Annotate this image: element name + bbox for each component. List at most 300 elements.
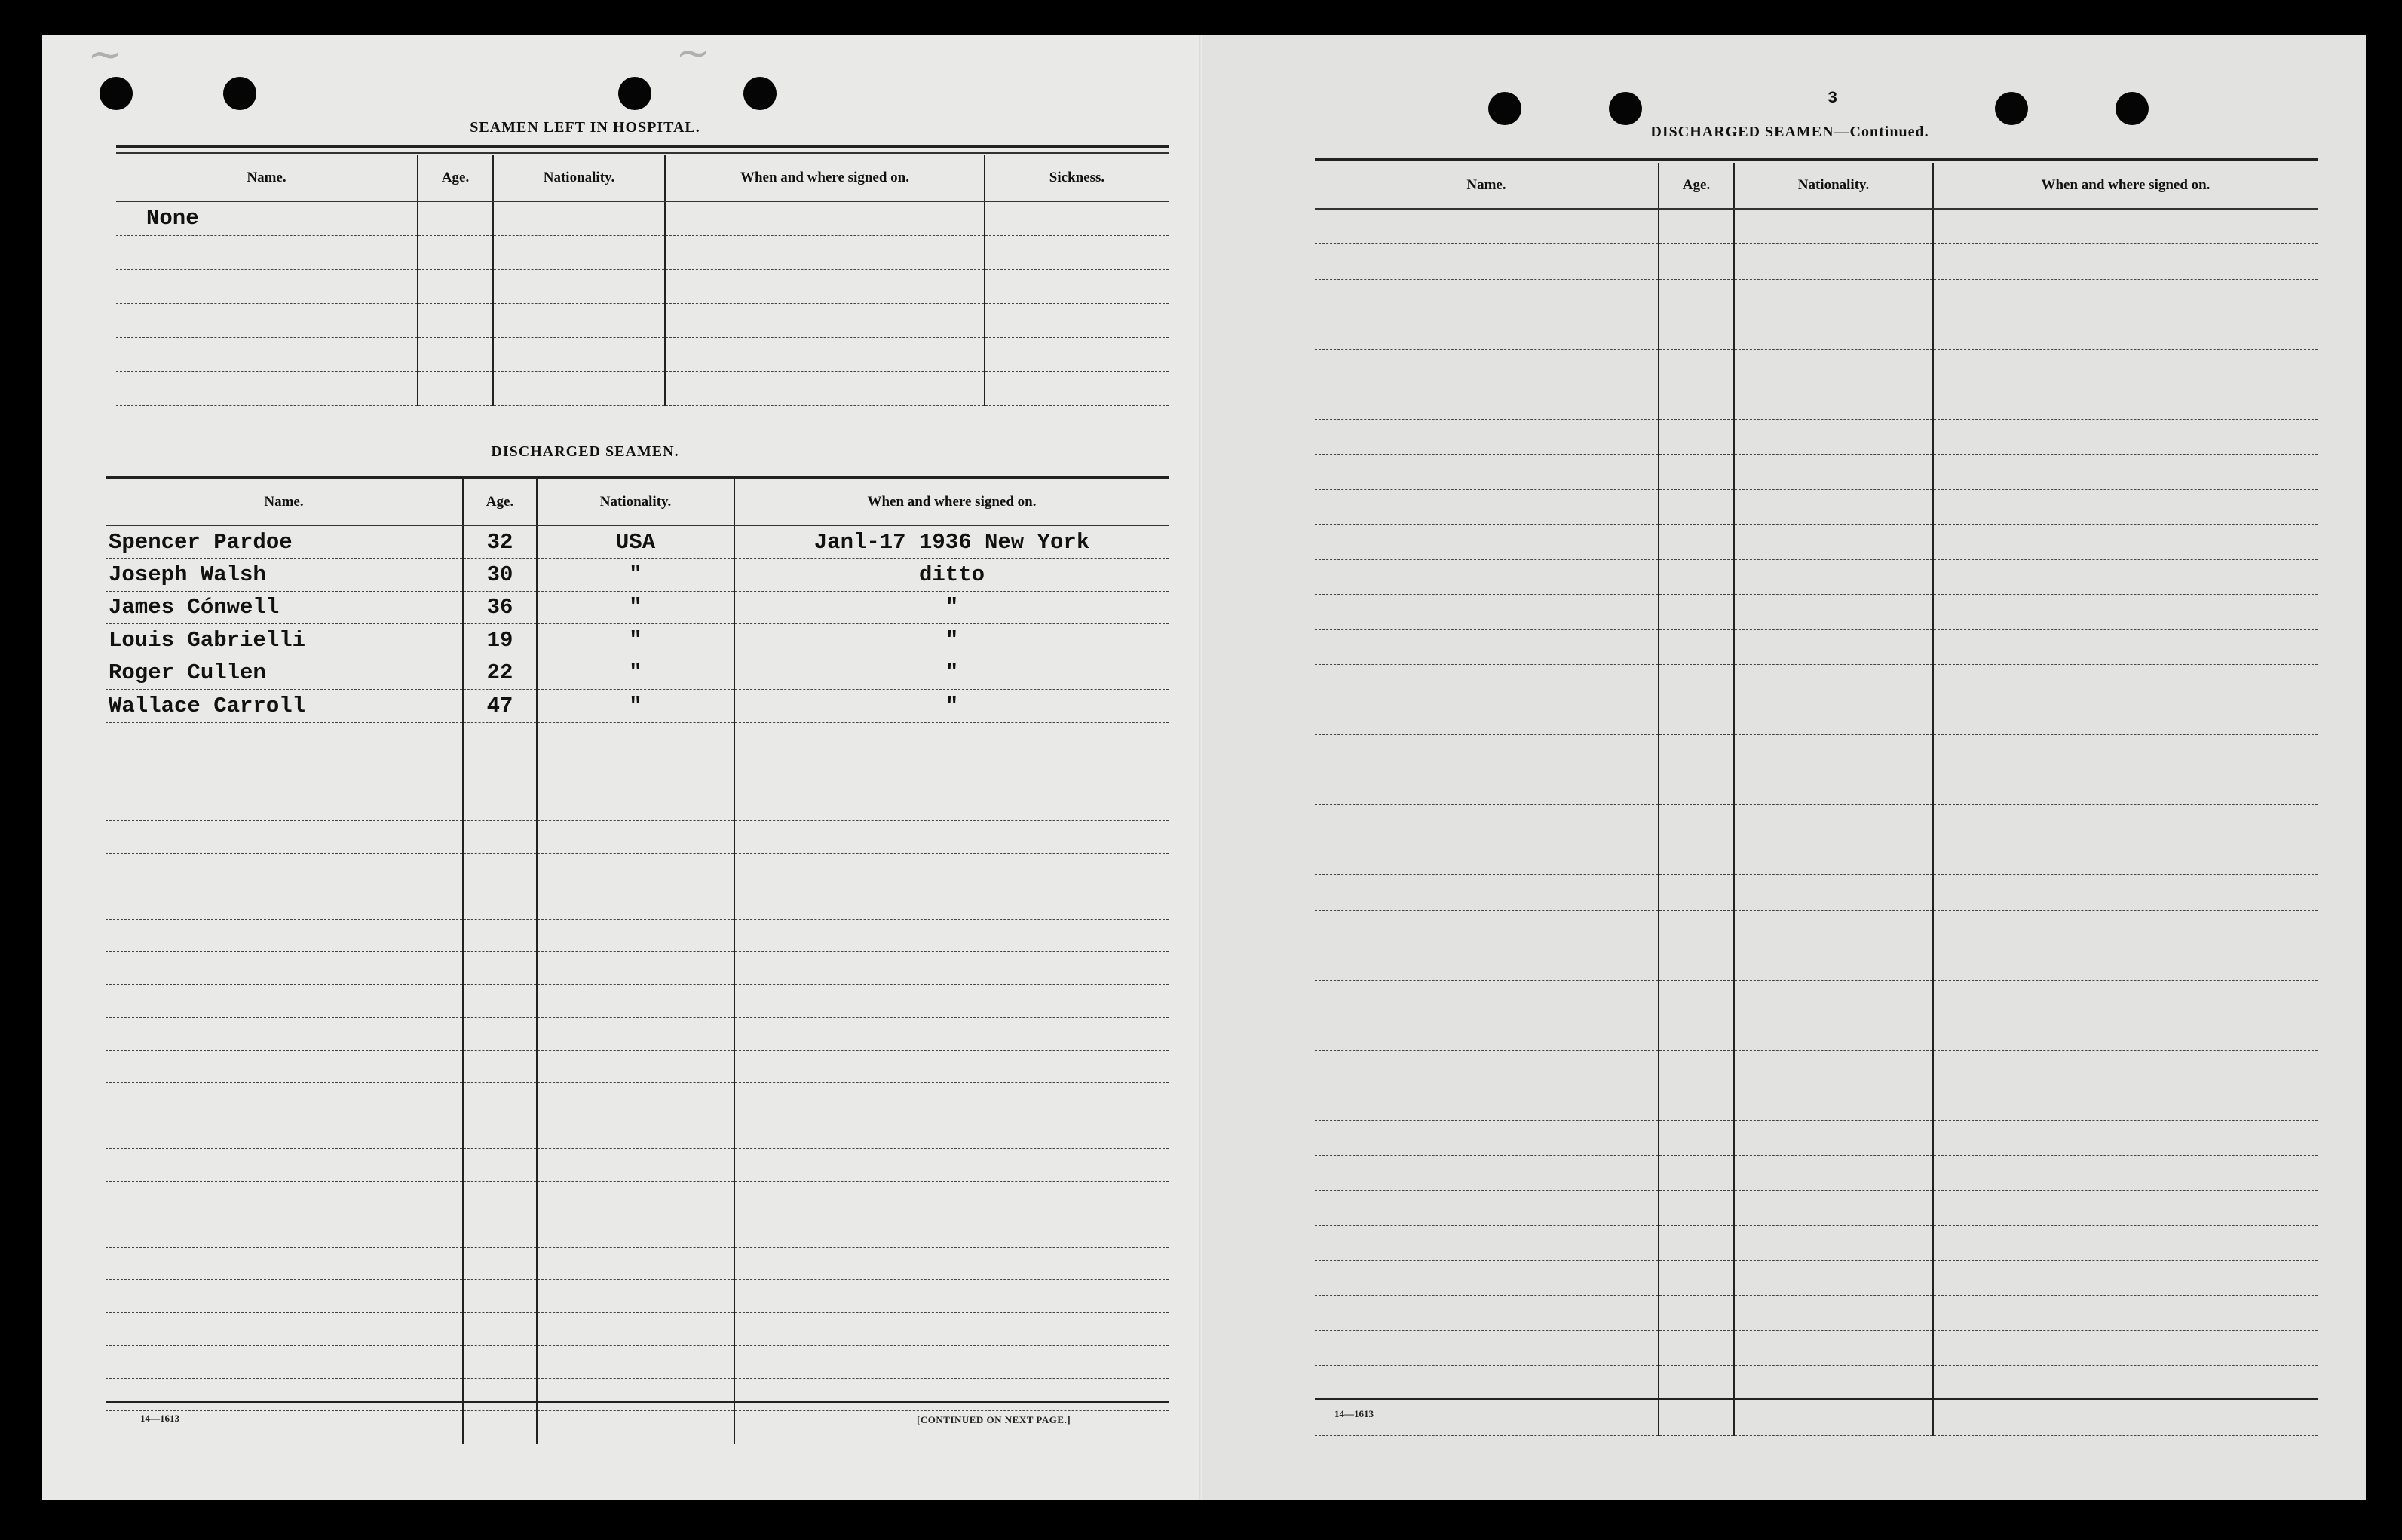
table-cell <box>1659 875 1734 911</box>
table-cell: Spencer Pardoe <box>106 525 463 559</box>
table-cell <box>116 303 418 337</box>
table-cell <box>734 1214 1169 1248</box>
table-cell <box>463 821 537 854</box>
column-header: Name. <box>106 479 463 525</box>
table-cell <box>1315 384 1659 420</box>
table-cell <box>1315 735 1659 770</box>
table-cell: " <box>537 591 734 624</box>
table-cell <box>1315 840 1659 875</box>
table-row <box>106 1280 1169 1313</box>
table-cell <box>734 952 1169 985</box>
table-cell <box>734 722 1169 755</box>
table-cell <box>1933 1050 2318 1085</box>
table-cell <box>1734 910 1933 945</box>
table-cell <box>734 886 1169 920</box>
table-cell <box>1659 559 1734 595</box>
table-cell <box>734 1149 1169 1182</box>
table-cell <box>1659 665 1734 700</box>
table-cell <box>1933 314 2318 350</box>
table-cell <box>1315 1050 1659 1085</box>
table-cell <box>1315 244 1659 280</box>
table-cell <box>418 269 493 303</box>
table-cell <box>1933 279 2318 314</box>
table-row <box>106 1083 1169 1116</box>
table-cell <box>463 755 537 788</box>
table-cell <box>418 201 493 235</box>
table-cell: Wallace Carroll <box>106 690 463 723</box>
table-row <box>106 1181 1169 1214</box>
table-cell <box>1315 455 1659 490</box>
table-cell <box>734 788 1169 821</box>
punch-hole <box>100 77 133 110</box>
table-row <box>1315 1015 2318 1051</box>
table-cell: 36 <box>463 591 537 624</box>
table-cell: " <box>734 657 1169 690</box>
table-cell <box>463 1247 537 1280</box>
page-number: 3 <box>1828 89 1838 108</box>
table-row <box>1315 489 2318 525</box>
table-cell <box>1933 455 2318 490</box>
punch-hole <box>1488 92 1521 125</box>
table-cell: " <box>734 591 1169 624</box>
column-header: Sickness. <box>985 155 1169 201</box>
continued-top-rule <box>1315 158 2318 161</box>
table-cell <box>537 1346 734 1379</box>
table-cell <box>665 371 985 405</box>
discharged-header-row <box>106 479 1169 525</box>
table-cell <box>1659 840 1734 875</box>
table-cell <box>1933 1156 2318 1191</box>
table-cell <box>665 235 985 269</box>
bottom-rule <box>106 1401 1169 1403</box>
table-cell: " <box>537 624 734 657</box>
table-cell <box>418 303 493 337</box>
table-cell <box>1734 419 1933 455</box>
table-cell <box>1933 700 2318 735</box>
table-cell <box>1734 665 1933 700</box>
table-row <box>1315 314 2318 350</box>
table-cell <box>1659 700 1734 735</box>
table-cell <box>1734 770 1933 805</box>
table-cell: None <box>116 201 418 235</box>
table-cell <box>1315 700 1659 735</box>
table-cell <box>106 984 463 1018</box>
table-cell <box>1315 525 1659 560</box>
table-row <box>106 1378 1169 1411</box>
table-cell <box>1315 1156 1659 1191</box>
table-cell <box>1659 770 1734 805</box>
table-cell <box>734 755 1169 788</box>
table-cell <box>463 722 537 755</box>
table-row <box>116 303 1169 337</box>
table-cell <box>1933 525 2318 560</box>
punch-hole <box>223 77 256 110</box>
table-row <box>116 235 1169 269</box>
table-cell <box>1933 1085 2318 1121</box>
table-cell <box>1659 1050 1734 1085</box>
table-cell <box>1659 419 1734 455</box>
discharged-continued-title: DISCHARGED SEAMEN—Continued. <box>1650 124 1929 140</box>
table-cell <box>106 1083 463 1116</box>
table-row <box>1315 1401 2318 1436</box>
table-cell <box>1933 629 2318 665</box>
table-row <box>106 788 1169 821</box>
table-cell <box>665 303 985 337</box>
table-row <box>1315 419 2318 455</box>
table-cell <box>537 853 734 886</box>
table-cell <box>1659 629 1734 665</box>
table-cell <box>1933 1260 2318 1296</box>
table-row <box>1315 1260 2318 1296</box>
table-cell <box>734 853 1169 886</box>
table-cell <box>1734 525 1933 560</box>
table-cell <box>1734 349 1933 384</box>
table-cell <box>1659 1296 1734 1331</box>
discharged-continued-table <box>1315 163 2318 1436</box>
table-cell <box>463 952 537 985</box>
table-cell <box>1933 1120 2318 1156</box>
table-row <box>106 559 1169 592</box>
table-cell <box>1659 209 1734 244</box>
table-cell: Roger Cullen <box>106 657 463 690</box>
table-cell <box>1659 1330 1734 1366</box>
table-cell <box>1734 384 1933 420</box>
table-cell <box>116 269 418 303</box>
table-cell <box>106 919 463 952</box>
table-cell <box>463 1181 537 1214</box>
table-row <box>1315 244 2318 280</box>
table-cell: " <box>734 624 1169 657</box>
table-cell <box>734 1378 1169 1411</box>
table-cell: 32 <box>463 525 537 559</box>
discharged-section-title: DISCHARGED SEAMEN. <box>491 443 679 460</box>
table-cell <box>537 1018 734 1051</box>
table-cell <box>106 722 463 755</box>
table-row <box>106 821 1169 854</box>
table-cell <box>1659 1156 1734 1191</box>
table-cell <box>1933 1296 2318 1331</box>
table-cell <box>1933 1015 2318 1051</box>
table-row <box>106 1214 1169 1248</box>
table-cell <box>1933 489 2318 525</box>
faint-handwriting: ~ <box>87 35 123 79</box>
column-header: Age. <box>418 155 493 201</box>
table-cell <box>734 1116 1169 1149</box>
table-row <box>106 1247 1169 1280</box>
table-cell <box>1734 805 1933 840</box>
table-row <box>1315 1120 2318 1156</box>
table-cell: " <box>537 657 734 690</box>
table-row <box>106 722 1169 755</box>
table-cell <box>1659 314 1734 350</box>
table-cell <box>1933 1190 2318 1226</box>
table-row <box>106 886 1169 920</box>
column-header: Age. <box>1659 163 1734 209</box>
column-header: Name. <box>1315 163 1659 209</box>
table-cell <box>537 1214 734 1248</box>
table-cell <box>1933 595 2318 630</box>
table-cell: James Cónwell <box>106 591 463 624</box>
table-cell <box>1315 279 1659 314</box>
table-cell <box>1734 559 1933 595</box>
table-row <box>1315 875 2318 911</box>
table-cell <box>1734 700 1933 735</box>
table-cell <box>1315 1085 1659 1121</box>
table-cell <box>1659 805 1734 840</box>
table-cell <box>1734 840 1933 875</box>
table-cell <box>665 337 985 371</box>
table-cell <box>106 1247 463 1280</box>
column-header: When and where signed on. <box>665 155 985 201</box>
table-cell <box>537 952 734 985</box>
punch-hole <box>1995 92 2028 125</box>
table-cell <box>106 1378 463 1411</box>
table-cell <box>1659 455 1734 490</box>
table-cell <box>1315 489 1659 525</box>
table-row <box>106 1149 1169 1182</box>
table-cell <box>106 788 463 821</box>
table-cell <box>1734 1296 1933 1331</box>
table-row <box>106 919 1169 952</box>
table-cell <box>734 1181 1169 1214</box>
table-row <box>106 1018 1169 1051</box>
table-cell <box>1659 1401 1734 1436</box>
table-cell <box>1315 1260 1659 1296</box>
table-cell <box>537 1083 734 1116</box>
faint-handwriting: ~ <box>676 35 711 78</box>
table-row <box>1315 1050 2318 1085</box>
table-cell <box>1933 1366 2318 1401</box>
hospital-top-rule <box>116 145 1169 148</box>
table-cell <box>106 886 463 920</box>
table-cell <box>1734 1330 1933 1366</box>
table-cell <box>493 269 665 303</box>
hospital-top-rule-thin <box>116 152 1169 154</box>
table-row <box>106 1346 1169 1379</box>
table-cell <box>1315 595 1659 630</box>
table-cell <box>1734 1401 1933 1436</box>
table-cell <box>985 337 1169 371</box>
left-page <box>42 35 1202 1500</box>
table-cell <box>1933 735 2318 770</box>
table-row <box>1315 629 2318 665</box>
table-row <box>1315 770 2318 805</box>
table-cell <box>665 201 985 235</box>
table-cell <box>1315 1015 1659 1051</box>
table-cell <box>537 1312 734 1346</box>
table-row <box>106 690 1169 723</box>
table-cell <box>418 371 493 405</box>
column-header: Age. <box>463 479 537 525</box>
punch-hole <box>618 77 651 110</box>
table-cell <box>1315 349 1659 384</box>
table-cell <box>1933 910 2318 945</box>
table-cell <box>1734 595 1933 630</box>
table-cell <box>1659 384 1734 420</box>
table-cell <box>463 886 537 920</box>
table-cell <box>1659 1226 1734 1261</box>
table-cell <box>734 1280 1169 1313</box>
table-cell <box>463 1116 537 1149</box>
table-cell <box>734 1050 1169 1083</box>
table-cell <box>463 788 537 821</box>
table-row <box>106 624 1169 657</box>
table-cell <box>1659 945 1734 981</box>
table-cell: " <box>537 690 734 723</box>
table-cell <box>1315 1226 1659 1261</box>
table-cell <box>734 1018 1169 1051</box>
table-cell <box>1659 244 1734 280</box>
table-cell <box>1315 1296 1659 1331</box>
table-cell <box>1315 1190 1659 1226</box>
table-row <box>106 1312 1169 1346</box>
table-cell <box>1315 419 1659 455</box>
table-row <box>106 1116 1169 1149</box>
table-row <box>1315 279 2318 314</box>
table-row <box>1315 840 2318 875</box>
table-cell <box>1315 1120 1659 1156</box>
table-cell <box>106 755 463 788</box>
table-cell <box>1659 1015 1734 1051</box>
table-row <box>1315 455 2318 490</box>
table-cell <box>463 1411 537 1444</box>
table-row <box>1315 209 2318 244</box>
bottom-rule <box>1315 1398 2318 1400</box>
column-header: When and where signed on. <box>1933 163 2318 209</box>
table-cell <box>537 984 734 1018</box>
table-cell <box>537 1050 734 1083</box>
table-cell <box>463 1149 537 1182</box>
table-cell <box>1734 455 1933 490</box>
table-cell <box>463 1346 537 1379</box>
table-cell: USA <box>537 525 734 559</box>
table-cell <box>1315 805 1659 840</box>
table-cell <box>493 235 665 269</box>
table-row <box>1315 735 2318 770</box>
table-cell <box>1659 489 1734 525</box>
table-cell <box>463 1312 537 1346</box>
table-cell <box>463 1083 537 1116</box>
table-row <box>106 853 1169 886</box>
table-cell <box>493 337 665 371</box>
table-cell <box>1933 559 2318 595</box>
table-cell <box>1933 384 2318 420</box>
table-cell <box>1734 1260 1933 1296</box>
table-cell <box>1933 875 2318 911</box>
table-cell <box>1734 209 1933 244</box>
table-cell <box>537 755 734 788</box>
table-cell <box>1734 1050 1933 1085</box>
table-cell <box>1933 419 2318 455</box>
table-cell <box>463 1378 537 1411</box>
table-row <box>1315 945 2318 981</box>
table-cell <box>1734 489 1933 525</box>
table-cell <box>463 853 537 886</box>
table-row <box>106 952 1169 985</box>
table-cell <box>1659 1120 1734 1156</box>
table-cell <box>1659 1260 1734 1296</box>
table-cell <box>463 1214 537 1248</box>
table-row <box>1315 559 2318 595</box>
table-row <box>106 591 1169 624</box>
table-row <box>1315 1190 2318 1226</box>
table-cell: " <box>734 690 1169 723</box>
table-cell <box>106 1214 463 1248</box>
table-cell <box>1933 349 2318 384</box>
table-cell <box>1933 244 2318 280</box>
table-cell <box>537 1149 734 1182</box>
table-cell <box>418 337 493 371</box>
table-cell <box>1315 1330 1659 1366</box>
table-cell <box>463 1050 537 1083</box>
table-row <box>1315 1296 2318 1331</box>
table-cell <box>1659 980 1734 1015</box>
table-cell <box>985 371 1169 405</box>
table-cell <box>463 984 537 1018</box>
table-cell <box>493 201 665 235</box>
table-cell <box>1933 770 2318 805</box>
table-cell <box>734 821 1169 854</box>
table-cell <box>1734 1120 1933 1156</box>
continued-note: [CONTINUED ON NEXT PAGE.] <box>917 1414 1071 1425</box>
table-cell <box>537 919 734 952</box>
table-cell <box>1315 1366 1659 1401</box>
table-cell: Joseph Walsh <box>106 559 463 592</box>
table-cell <box>106 1280 463 1313</box>
table-cell <box>985 303 1169 337</box>
table-cell <box>1315 629 1659 665</box>
table-cell: ditto <box>734 559 1169 592</box>
form-number: 14—1613 <box>1334 1408 1374 1419</box>
table-row <box>116 269 1169 303</box>
hospital-header-row <box>116 155 1169 201</box>
table-row <box>1315 1366 2318 1401</box>
hospital-section-title: SEAMEN LEFT IN HOSPITAL. <box>470 119 700 136</box>
table-cell <box>1933 209 2318 244</box>
column-header: Nationality. <box>537 479 734 525</box>
table-cell <box>106 1018 463 1051</box>
discharged-table <box>106 479 1169 1444</box>
table-cell <box>106 821 463 854</box>
table-cell <box>106 853 463 886</box>
table-cell <box>537 1116 734 1149</box>
table-cell: 19 <box>463 624 537 657</box>
table-row <box>1315 1330 2318 1366</box>
table-cell: 22 <box>463 657 537 690</box>
table-cell <box>1933 980 2318 1015</box>
table-cell <box>463 1018 537 1051</box>
table-cell <box>1659 735 1734 770</box>
table-cell <box>1315 209 1659 244</box>
table-cell <box>537 722 734 755</box>
table-cell <box>537 1247 734 1280</box>
table-cell <box>985 201 1169 235</box>
table-cell <box>537 1280 734 1313</box>
right-page <box>1202 35 2366 1500</box>
table-cell <box>1933 945 2318 981</box>
column-header: Nationality. <box>493 155 665 201</box>
table-cell <box>1315 945 1659 981</box>
table-cell <box>463 919 537 952</box>
table-cell <box>106 1116 463 1149</box>
table-row <box>1315 665 2318 700</box>
table-row <box>1315 1226 2318 1261</box>
table-cell <box>106 1181 463 1214</box>
table-cell <box>537 821 734 854</box>
table-row <box>1315 384 2318 420</box>
table-cell <box>463 1280 537 1313</box>
table-cell <box>106 1149 463 1182</box>
